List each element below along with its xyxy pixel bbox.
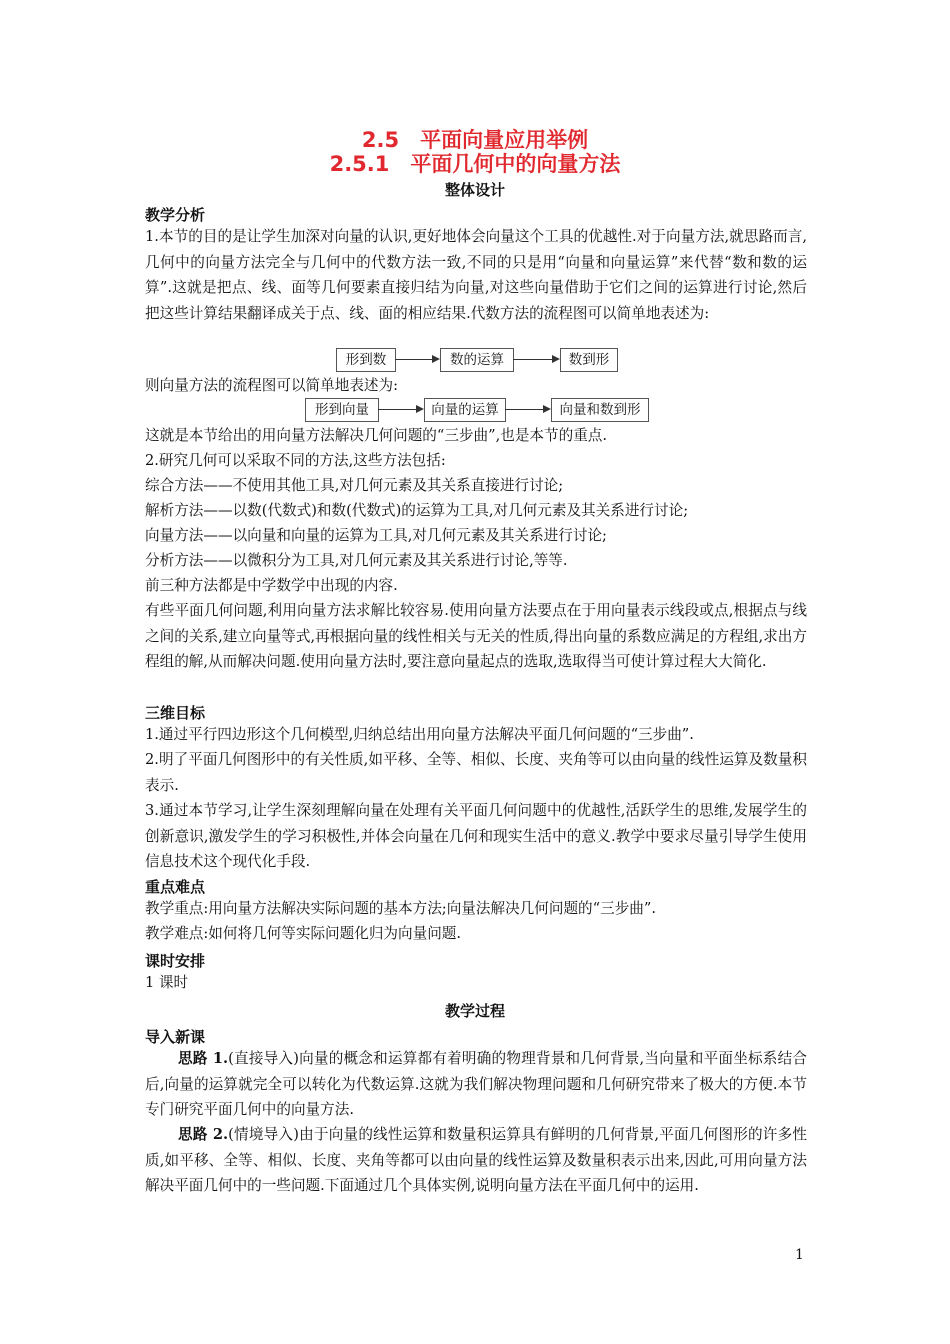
flow-box: 数到形 [560, 348, 618, 372]
analysis-paragraph-3: 前三种方法都是中学数学中出现的内容. [145, 577, 398, 594]
flow-arrow [505, 409, 549, 410]
section-title: 2.5 平面向量应用举例 [361, 128, 589, 152]
key-points-heading: 重点难点 [145, 878, 206, 896]
key-point: 教学重点:用向量方法解决实际问题的基本方法;向量法解决几何问题的“三步曲”. [145, 900, 656, 917]
flow-box: 向量和数到形 [551, 398, 649, 422]
three-steps-note: 这就是本节给出的用向量方法解决几何问题的“三步曲”,也是本节的重点. [145, 427, 608, 444]
goal-3: 3.通过本节学习,让学生深刻理解向量在处理有关平面几何问题中的优越性,活跃学生的思维,发展学生的创新意识,激发学生的学习积极性,并体会向量在几何和现实生活中的意义.教学中要求尽量引导学生使用信息技术这个现代化手段. [145, 802, 807, 870]
goals-heading: 三维目标 [145, 704, 206, 722]
goal-1: 1.通过平行四边形这个几何模型,归纳总结出用向量方法解决平面几何问题的“三步曲”. [145, 726, 694, 743]
idea-2-text: (情境导入)由于向量的线性运算和数量积运算具有鲜明的几何背景,平面几何图形的许多性质,如平移、全等、相似、长度、夹角等都可以由向量的线性运算及数量积表示出来,因此,可用向量方法解决平面几何中的一些问题.下面通过几个具体实例,说明向量方法在平面几何中的运用. [145, 1126, 807, 1194]
flow-box: 向量的运算 [424, 398, 506, 422]
analysis-paragraph-2: 2.研究几何可以采取不同的方法,这些方法包括: [145, 452, 446, 469]
analysis-paragraph-4: 有些平面几何问题,利用向量方法求解比较容易.使用向量方法要点在于用向量表示线段或点,根据点与线之间的关系,建立向量等式,再根据向量的线性相关与无关的性质,得出向量的系数应满足的方程组,求出方程组的解,从而解决问题.使用向量方法时,要注意向量起点的选取,选取得当可使计算过程大大简化. [145, 602, 807, 670]
difficult-point: 教学难点:如何将几何等实际问题化归为向量问题. [145, 925, 462, 942]
flow-arrow [378, 409, 422, 410]
method-vector: 向量方法——以向量和向量的运算为工具,对几何元素及其关系进行讨论; [145, 527, 607, 544]
idea-1-label: 思路 1. [178, 1050, 229, 1067]
method-synthetic: 综合方法——不使用其他工具,对几何元素及其关系直接进行讨论; [145, 477, 564, 494]
subsection-title: 2.5.1 平面几何中的向量方法 [329, 152, 621, 176]
schedule-value: 1 课时 [145, 974, 189, 991]
intro-heading: 导入新课 [145, 1028, 206, 1046]
vector-flowchart [0, 398, 950, 424]
analysis-paragraph-1: 1.本节的目的是让学生加深对向量的认识,更好地体会向量这个工具的优越性.对于向量方法,就思路而言,几何中的向量方法完全与几何中的代数方法一致,不同的只是用“向量和向量运算”来代替“数和数的运算”.这就是把点、线、面等几何要素直接归结为向量,对这些向量借助于它们之间的运算进行讨论,然后把这些计算结果翻译成关于点、线、面的相应结果.代数方法的流程图可以简单地表述为: [145, 228, 807, 322]
algebra-flowchart [0, 348, 950, 374]
page-number: 1 [795, 1247, 804, 1263]
idea-2-label: 思路 2. [178, 1126, 229, 1143]
method-calculus: 分析方法——以微积分为工具,对几何元素及其关系进行讨论,等等. [145, 552, 568, 569]
teaching-analysis-heading: 教学分析 [145, 206, 206, 224]
flow-box: 数的运算 [440, 348, 514, 372]
vector-flow-intro: 则向量方法的流程图可以简单地表述为: [145, 377, 399, 394]
idea-1-text: (直接导入)向量的概念和运算都有着明确的物理背景和几何背景,当向量和平面坐标系结合后,向量的运算就完全可以转化为代数运算.这就为我们解决物理问题和几何研究带来了极大的方便.本节专门研究平面几何中的向量方法. [145, 1050, 807, 1118]
schedule-heading: 课时安排 [145, 952, 206, 970]
intro-idea-2 [145, 1122, 807, 1199]
flow-box: 形到数 [336, 348, 396, 372]
flow-arrow [395, 359, 438, 360]
method-analytic: 解析方法——以数(代数式)和数(代数式)的运算为工具,对几何元素及其关系进行讨论; [145, 502, 689, 519]
flow-arrow [513, 359, 558, 360]
overall-design-heading: 整体设计 [444, 181, 505, 199]
goal-2: 2.明了平面几何图形中的有关性质,如平移、全等、相似、长度、夹角等可以由向量的线性运算及数量积表示. [145, 751, 807, 794]
flow-box: 形到向量 [305, 398, 379, 422]
intro-idea-1 [145, 1046, 807, 1123]
teaching-process-heading: 教学过程 [444, 1002, 505, 1020]
